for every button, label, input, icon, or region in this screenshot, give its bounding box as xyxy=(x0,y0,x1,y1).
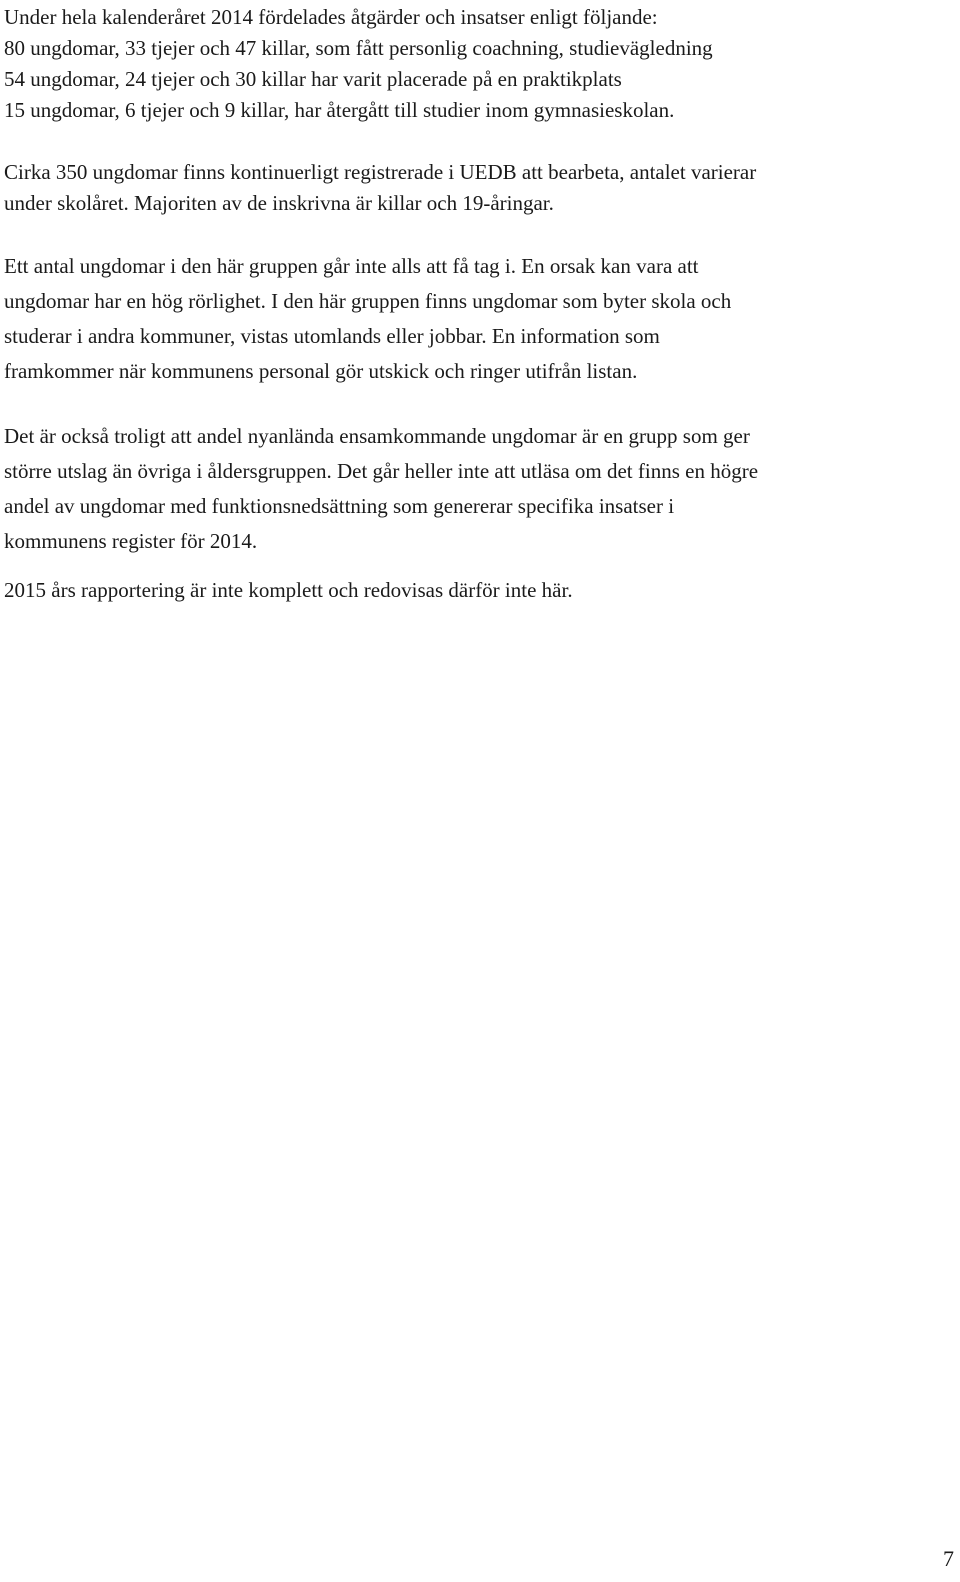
text-line: Cirka 350 ungdomar finns kontinuerligt registrerade i UEDB att bearbeta, antalet varierar xyxy=(4,160,757,184)
text-line: framkommer när kommunens personal gör utskick och ringer utifrån listan. xyxy=(4,359,638,383)
text-line: under skolåret. Majoriten av de inskrivna är killar och 19-åringar. xyxy=(4,191,554,215)
text-line: 80 ungdomar, 33 tjejer och 47 killar, som fått personlig coachning, studievägledning xyxy=(4,36,713,60)
text-line: 15 ungdomar, 6 tjejer och 9 killar, har återgått till studier inom gymnasieskolan. xyxy=(4,98,675,122)
paragraph-2015-report xyxy=(4,573,573,608)
paragraph-unreachable-youth xyxy=(4,249,731,389)
text-line: kommunens register för 2014. xyxy=(4,529,258,553)
paragraph-measures-2014 xyxy=(4,2,713,126)
text-line: 2015 års rapportering är inte komplett och redovisas därför inte här. xyxy=(4,578,573,602)
text-line: Under hela kalenderåret 2014 fördelades åtgärder och insatser enligt följande: xyxy=(4,5,658,29)
text-line: Ett antal ungdomar i den här gruppen går inte alls att få tag i. En orsak kan vara att xyxy=(4,254,699,278)
text-line: studerar i andra kommuner, vistas utomlands eller jobbar. En information som xyxy=(4,324,660,348)
paragraph-registered-youth xyxy=(4,157,756,219)
text-line: Det är också troligt att andel nyanlända ensamkommande ungdomar är en grupp som ger xyxy=(4,424,750,448)
text-line: 54 ungdomar, 24 tjejer och 30 killar har varit placerade på en praktikplats xyxy=(4,67,622,91)
text-line: ungdomar har en hög rörlighet. I den här gruppen finns ungdomar som byter skola och xyxy=(4,289,732,313)
page-number: 7 xyxy=(943,1546,954,1571)
text-line: andel av ungdomar med funktionsnedsättning som genererar specifika insatser i xyxy=(4,494,675,518)
paragraph-newly-arrived xyxy=(4,419,758,559)
text-line: större utslag än övriga i åldersgruppen. Det går heller inte att utläsa om det finns en högre xyxy=(4,459,759,483)
